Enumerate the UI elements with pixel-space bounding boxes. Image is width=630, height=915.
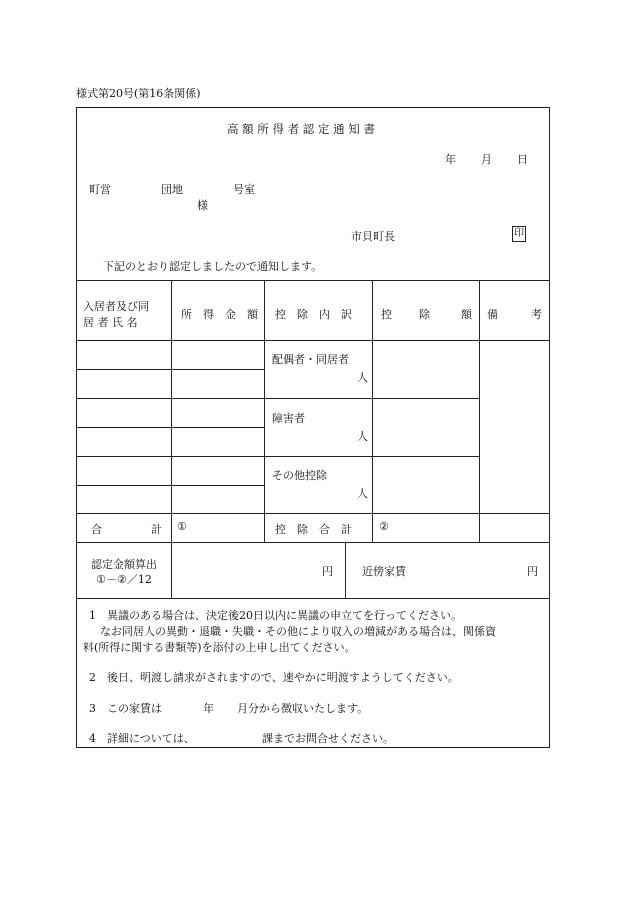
address-room-label: 号室 bbox=[233, 183, 255, 196]
note-4-suffix: 課までお問合せください。 bbox=[262, 732, 394, 745]
income-total-mark: ① bbox=[177, 520, 187, 533]
note-1: 1 異議のある場合は、決定後20日以内に異議の申立てを行ってください。 bbox=[89, 609, 462, 622]
column-divider bbox=[372, 280, 373, 542]
calc-divider bbox=[171, 542, 172, 598]
calc-formula: ①－②／12 bbox=[96, 573, 152, 586]
deduction-total-label: 控 除 合 計 bbox=[275, 523, 352, 536]
document-title: 高 額 所 得 者 認 定 通 知 書 bbox=[227, 122, 375, 136]
column-divider bbox=[171, 280, 172, 542]
honorific-label: 様 bbox=[197, 199, 208, 212]
date-day-label: 日 bbox=[517, 153, 528, 166]
header-resident-name: 入居者及び同 bbox=[83, 300, 149, 313]
column-divider bbox=[479, 280, 480, 542]
calc-row-border bbox=[77, 542, 549, 543]
header-deduction-amount: 控 bbox=[381, 308, 392, 321]
header-deduction-amount: 除 bbox=[419, 308, 430, 321]
note-1-continued: 料(所得に関する書類等)を添付の上申し出てください。 bbox=[83, 641, 356, 654]
issuer-name: 市貝町長 bbox=[351, 230, 395, 243]
deduction-spouse-label: 配偶者・同居者 bbox=[272, 353, 349, 366]
intro-text: 下記のとおり認定しましたので通知します。 bbox=[103, 260, 323, 273]
notes-border bbox=[77, 598, 549, 599]
header-deduction-detail: 控 除 内 訳 bbox=[275, 308, 352, 321]
seal-mark: 印 bbox=[512, 226, 526, 242]
total-label: 計 bbox=[151, 523, 162, 536]
form-number: 様式第20号(第16条関係) bbox=[76, 87, 201, 100]
column-divider bbox=[264, 280, 265, 542]
notice-form bbox=[76, 107, 550, 748]
note-3: 3 この家賃は bbox=[89, 702, 162, 715]
calc-label: 認定金額算出 bbox=[91, 558, 157, 571]
neighbor-rent-label: 近傍家賃 bbox=[362, 565, 406, 578]
address-estate-label: 団地 bbox=[161, 183, 183, 196]
row-divider bbox=[77, 456, 479, 457]
note-3-suffix: 月分から徴収いたします。 bbox=[237, 702, 369, 715]
calc-divider bbox=[345, 542, 346, 598]
deduction-other-unit: 人 bbox=[357, 487, 368, 500]
header-income: 所 得 金 額 bbox=[181, 308, 258, 321]
address-town-label: 町営 bbox=[89, 183, 111, 196]
header-deduction-amount: 額 bbox=[461, 308, 472, 321]
deduction-total-mark: ② bbox=[379, 520, 389, 533]
calc-unit: 円 bbox=[322, 565, 333, 578]
header-resident-name-line2: 居 者 氏 名 bbox=[83, 316, 138, 329]
row-divider bbox=[77, 398, 479, 399]
deduction-other-label: その他控除 bbox=[272, 469, 327, 482]
date-month-label: 月 bbox=[481, 153, 492, 166]
deduction-disability-unit: 人 bbox=[357, 430, 368, 443]
total-label: 合 bbox=[91, 523, 102, 536]
header-remarks: 考 bbox=[531, 308, 542, 321]
note-1-continued: なお同居人の異動・退職・失職・その他により収入の増減がある場合は、関係資 bbox=[89, 625, 496, 638]
note-2: 2 後日、明渡し請求がされますので、速やかに明渡すようしてください。 bbox=[89, 671, 459, 684]
neighbor-rent-unit: 円 bbox=[527, 565, 538, 578]
date-year-label: 年 bbox=[445, 153, 456, 166]
note-4: 4 詳細については、 bbox=[89, 732, 195, 745]
note-3-year: 年 bbox=[203, 702, 214, 715]
deduction-spouse-unit: 人 bbox=[357, 371, 368, 384]
header-remarks: 備 bbox=[487, 308, 498, 321]
deduction-disability-label: 障害者 bbox=[272, 412, 305, 425]
